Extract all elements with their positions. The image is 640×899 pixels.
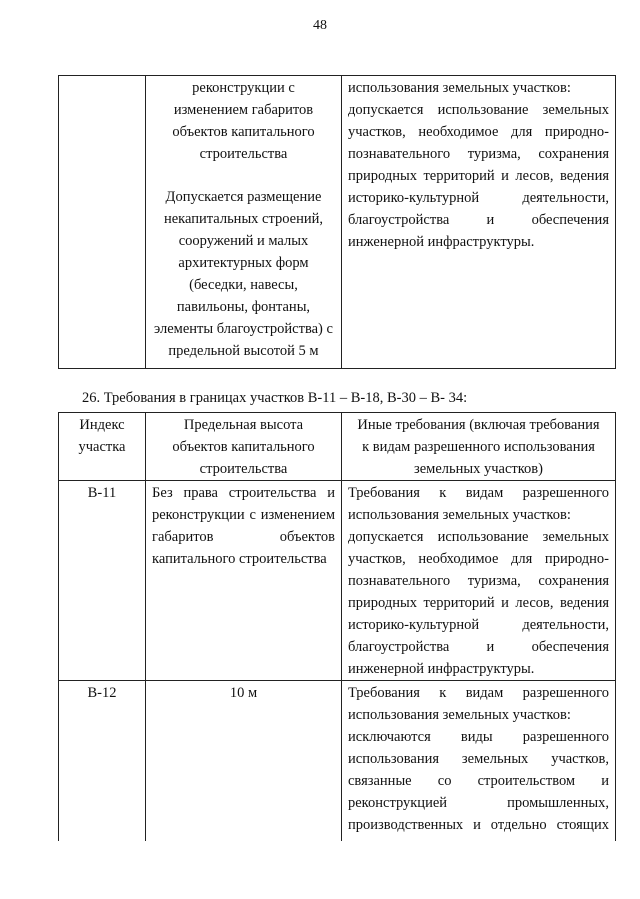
cell-line: природных территорий и лесов, ведения <box>348 595 609 611</box>
cell-line: использования земельных участков: <box>348 507 571 523</box>
cell-line: участков, необходимое для природно- <box>348 551 609 567</box>
cell-line: (беседки, навесы, <box>189 277 298 293</box>
height-cell <box>146 481 342 681</box>
cell-line: инженерной инфраструктуры. <box>348 234 535 250</box>
cell-line: историко-культурной деятельности, <box>348 617 609 633</box>
index-cell <box>59 481 146 681</box>
requirements-cell <box>342 76 616 369</box>
cell-line: использования земельных участков: <box>348 707 571 723</box>
cell-line: познавательного туризма, сохранения <box>348 573 609 589</box>
cell-line: использования земельных участков: <box>348 80 571 96</box>
cell-line: природных территорий и лесов, ведения <box>348 168 609 184</box>
cell-line: реконструкции с изменением <box>152 507 335 523</box>
header-index <box>59 413 146 481</box>
cell-line: Требования к видам разрешенного <box>348 685 609 701</box>
cell-line: 10 м <box>229 685 258 701</box>
header-requirements <box>342 413 616 481</box>
header-line: Иные требования (включая требования <box>357 417 600 433</box>
cell-line: капитального строительства <box>152 551 327 567</box>
cell-line: сооружений и малых <box>178 233 309 249</box>
table-row <box>59 481 616 681</box>
header-line: к видам разрешенного использования <box>362 439 595 455</box>
cell-line: изменением габаритов <box>173 102 314 118</box>
requirements-cell <box>342 681 616 842</box>
cell-line: Без права строительства и <box>152 485 335 501</box>
cell-line: связанные со строительством и <box>348 773 609 789</box>
requirements-cell <box>342 481 616 681</box>
cell-line: реконструкцией промышленных, <box>348 795 609 811</box>
cell-line: познавательного туризма, сохранения <box>348 146 609 162</box>
cell-line: историко-культурной деятельности, <box>348 190 609 206</box>
height-cell <box>146 76 342 369</box>
cell-line: допускается использование земельных <box>348 529 609 545</box>
requirements-table <box>58 412 616 841</box>
cell-line: павильоны, фонтаны, <box>176 299 311 315</box>
cell-line: Требования к видам разрешенного <box>348 485 609 501</box>
cell-line: инженерной инфраструктуры. <box>348 661 535 677</box>
header-line: участка <box>78 439 126 455</box>
header-line: Индекс <box>79 417 125 433</box>
cell-line: реконструкции с <box>192 80 295 96</box>
index-value: В-12 <box>87 685 117 701</box>
cell-line: строительства <box>199 146 288 162</box>
index-value: В-11 <box>87 485 117 501</box>
cell-line: Допускается размещение <box>165 189 322 205</box>
cell-line: производственных и отдельно стоящих <box>348 817 609 833</box>
cell-line: объектов капитального <box>172 124 315 140</box>
table-row <box>59 681 616 842</box>
cell-line: архитектурных форм <box>178 255 309 271</box>
page-number: 48 <box>313 18 327 33</box>
section-heading: 26. Требования в границах участков В-11 – В-18, В-30 – В- 34: <box>82 390 468 406</box>
cell-line: исключаются виды разрешенного <box>348 729 609 745</box>
table-row <box>59 76 616 369</box>
height-cell <box>146 681 342 842</box>
cell-line: габаритов объектов <box>152 529 335 545</box>
cell-line: элементы благоустройства) с <box>154 321 333 337</box>
index-cell-empty <box>59 76 146 369</box>
cell-line: участков, необходимое для природно- <box>348 124 609 140</box>
cell-line: использования земельных участков, <box>348 751 609 767</box>
index-cell <box>59 681 146 842</box>
cell-line: предельной высотой 5 м <box>168 343 319 359</box>
continued-requirements-table <box>58 75 616 369</box>
header-height <box>146 413 342 481</box>
header-line: Предельная высота <box>183 417 304 433</box>
table-header-row <box>59 413 616 481</box>
header-line: земельных участков) <box>414 461 543 477</box>
header-line: объектов капитального <box>172 439 315 455</box>
cell-line: благоустройства и обеспечения <box>348 212 609 228</box>
header-line: строительства <box>199 461 288 477</box>
cell-line: допускается использование земельных <box>348 102 609 118</box>
cell-line: некапитальных строений, <box>163 211 324 227</box>
cell-line: благоустройства и обеспечения <box>348 639 609 655</box>
